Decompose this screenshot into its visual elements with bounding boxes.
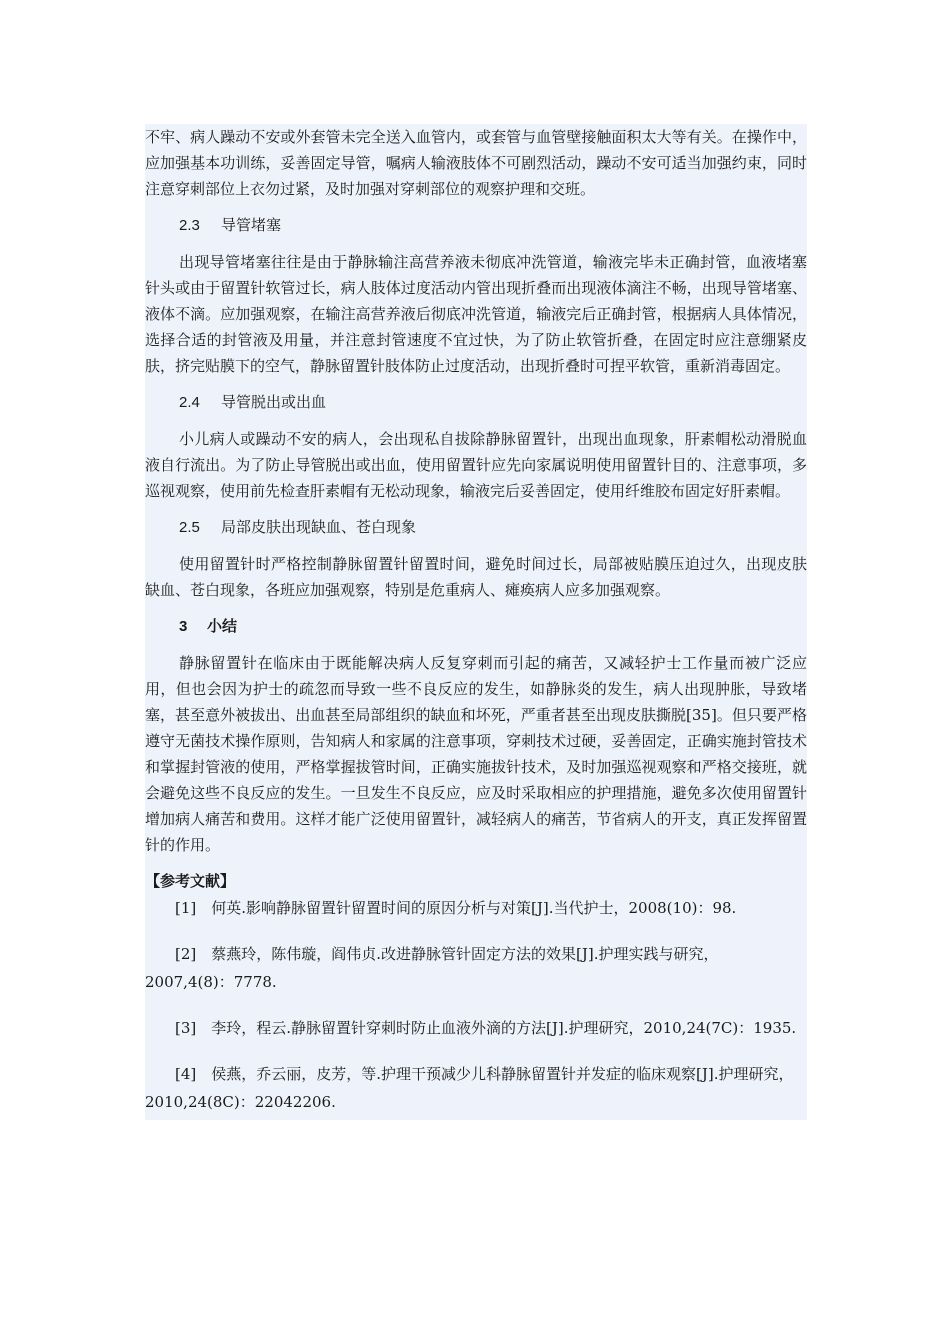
reference-item: [2] 蔡燕玲，陈伟璇，阎伟贞.改进静脉管针固定方法的效果[J].护理实践与研究，2007,4(8)：7778. — [145, 945, 719, 991]
document-body — [145, 124, 807, 1116]
paragraph-intro: 不牢、病人躁动不安或外套管未完全送入血管内，或套管与血管壁接触面积太大等有关。在操作中，应加强基本功训练，妥善固定导管，嘱病人输液肢体不可剧烈活动，躁动不安可适当加强约束，同时注意穿刺部位上衣勿过紧，及时加强对穿刺部位的观察护理和交班。 — [145, 128, 807, 198]
heading-number: 2.5 — [179, 519, 200, 536]
heading-title: 导管堵塞 — [221, 216, 282, 234]
references-heading: 【参考文献】 — [145, 872, 236, 890]
heading-number: 2.4 — [179, 394, 200, 411]
reference-item: [1] 何英.影响静脉留置针留置时间的原因分析与对策[J].当代护士，2008(10)：98. — [175, 899, 737, 917]
heading-2-3 — [145, 212, 807, 239]
paragraph-2-5: 使用留置针时严格控制静脉留置针留置时间，避免时间过长，局部被贴膜压迫过久，出现皮肤缺血、苍白现象，各班应加强观察，特别是危重病人、瘫痪病人应多加强观察。 — [145, 555, 807, 599]
heading-2-4 — [145, 389, 807, 416]
heading-number: 3 — [179, 618, 188, 635]
heading-3 — [145, 613, 807, 640]
heading-title: 导管脱出或出血 — [221, 393, 327, 411]
reference-item: [3] 李玲，程云.静脉留置针穿刺时防止血液外滴的方法[J].护理研究，2010,24(7C)：1935. — [175, 1019, 797, 1037]
reference-item: [4] 侯燕，乔云丽，皮芳，等.护理干预减少儿科静脉留置针并发症的临床观察[J].护理研究，2010,24(8C)：22042206. — [145, 1065, 794, 1111]
heading-title: 小结 — [207, 617, 238, 635]
paragraph-2-4: 小儿病人或躁动不安的病人，会出现私自拔除静脉留置针，出现出血现象，肝素帽松动滑脱血液自行流出。为了防止导管脱出或出血，使用留置针应先向家属说明使用留置针目的、注意事项，多巡视观察，使用前先检查肝素帽有无松动现象，输液完后妥善固定，使用纤维胶布固定好肝素帽。 — [145, 430, 807, 500]
heading-2-5 — [145, 514, 807, 541]
heading-title: 局部皮肤出现缺血、苍白现象 — [221, 518, 417, 536]
paragraph-3: 静脉留置针在临床由于既能解决病人反复穿刺而引起的痛苦，又减轻护士工作量而被广泛应用，但也会因为护士的疏忽而导致一些不良反应的发生，如静脉炎的发生，病人出现肿胀，导致堵塞，甚至意外被拔出、出血甚至局部组织的缺血和坏死，严重者甚至出现皮肤撕脱[35]。但只要严格遵守无菌技术操作原则，告知病人和家属的注意事项，穿刺技术过硬，妥善固定，正确实施封管技术和掌握封管液的使用，严格掌握拔管时间，正确实施拔针技术，及时加强巡视观察和严格交接班，就会避免这些不良反应的发生。一旦发生不良反应，应及时采取相应的护理措施，避免多次使用留置针增加病人痛苦和费用。这样才能广泛使用留置针，减轻病人的痛苦，节省病人的开支，真正发挥留置针的作用。 — [145, 654, 807, 854]
paragraph-2-3: 出现导管堵塞往往是由于静脉输注高营养液未彻底冲洗管道，输液完毕未正确封管，血液堵塞针头或由于留置针软管过长，病人肢体过度活动内管出现折叠而出现液体滴注不畅，出现导管堵塞、液体不滴。应加强观察，在输注高营养液后彻底冲洗管道，输液完后正确封管，根据病人具体情况，选择合适的封管液及用量，并注意封管速度不宜过快，为了防止软管折叠，在固定时应注意绷紧皮肤，挤完贴膜下的空气，静脉留置针肢体防止过度活动，出现折叠时可捏平软管，重新消毒固定。 — [145, 253, 807, 375]
heading-number: 2.3 — [179, 217, 200, 234]
